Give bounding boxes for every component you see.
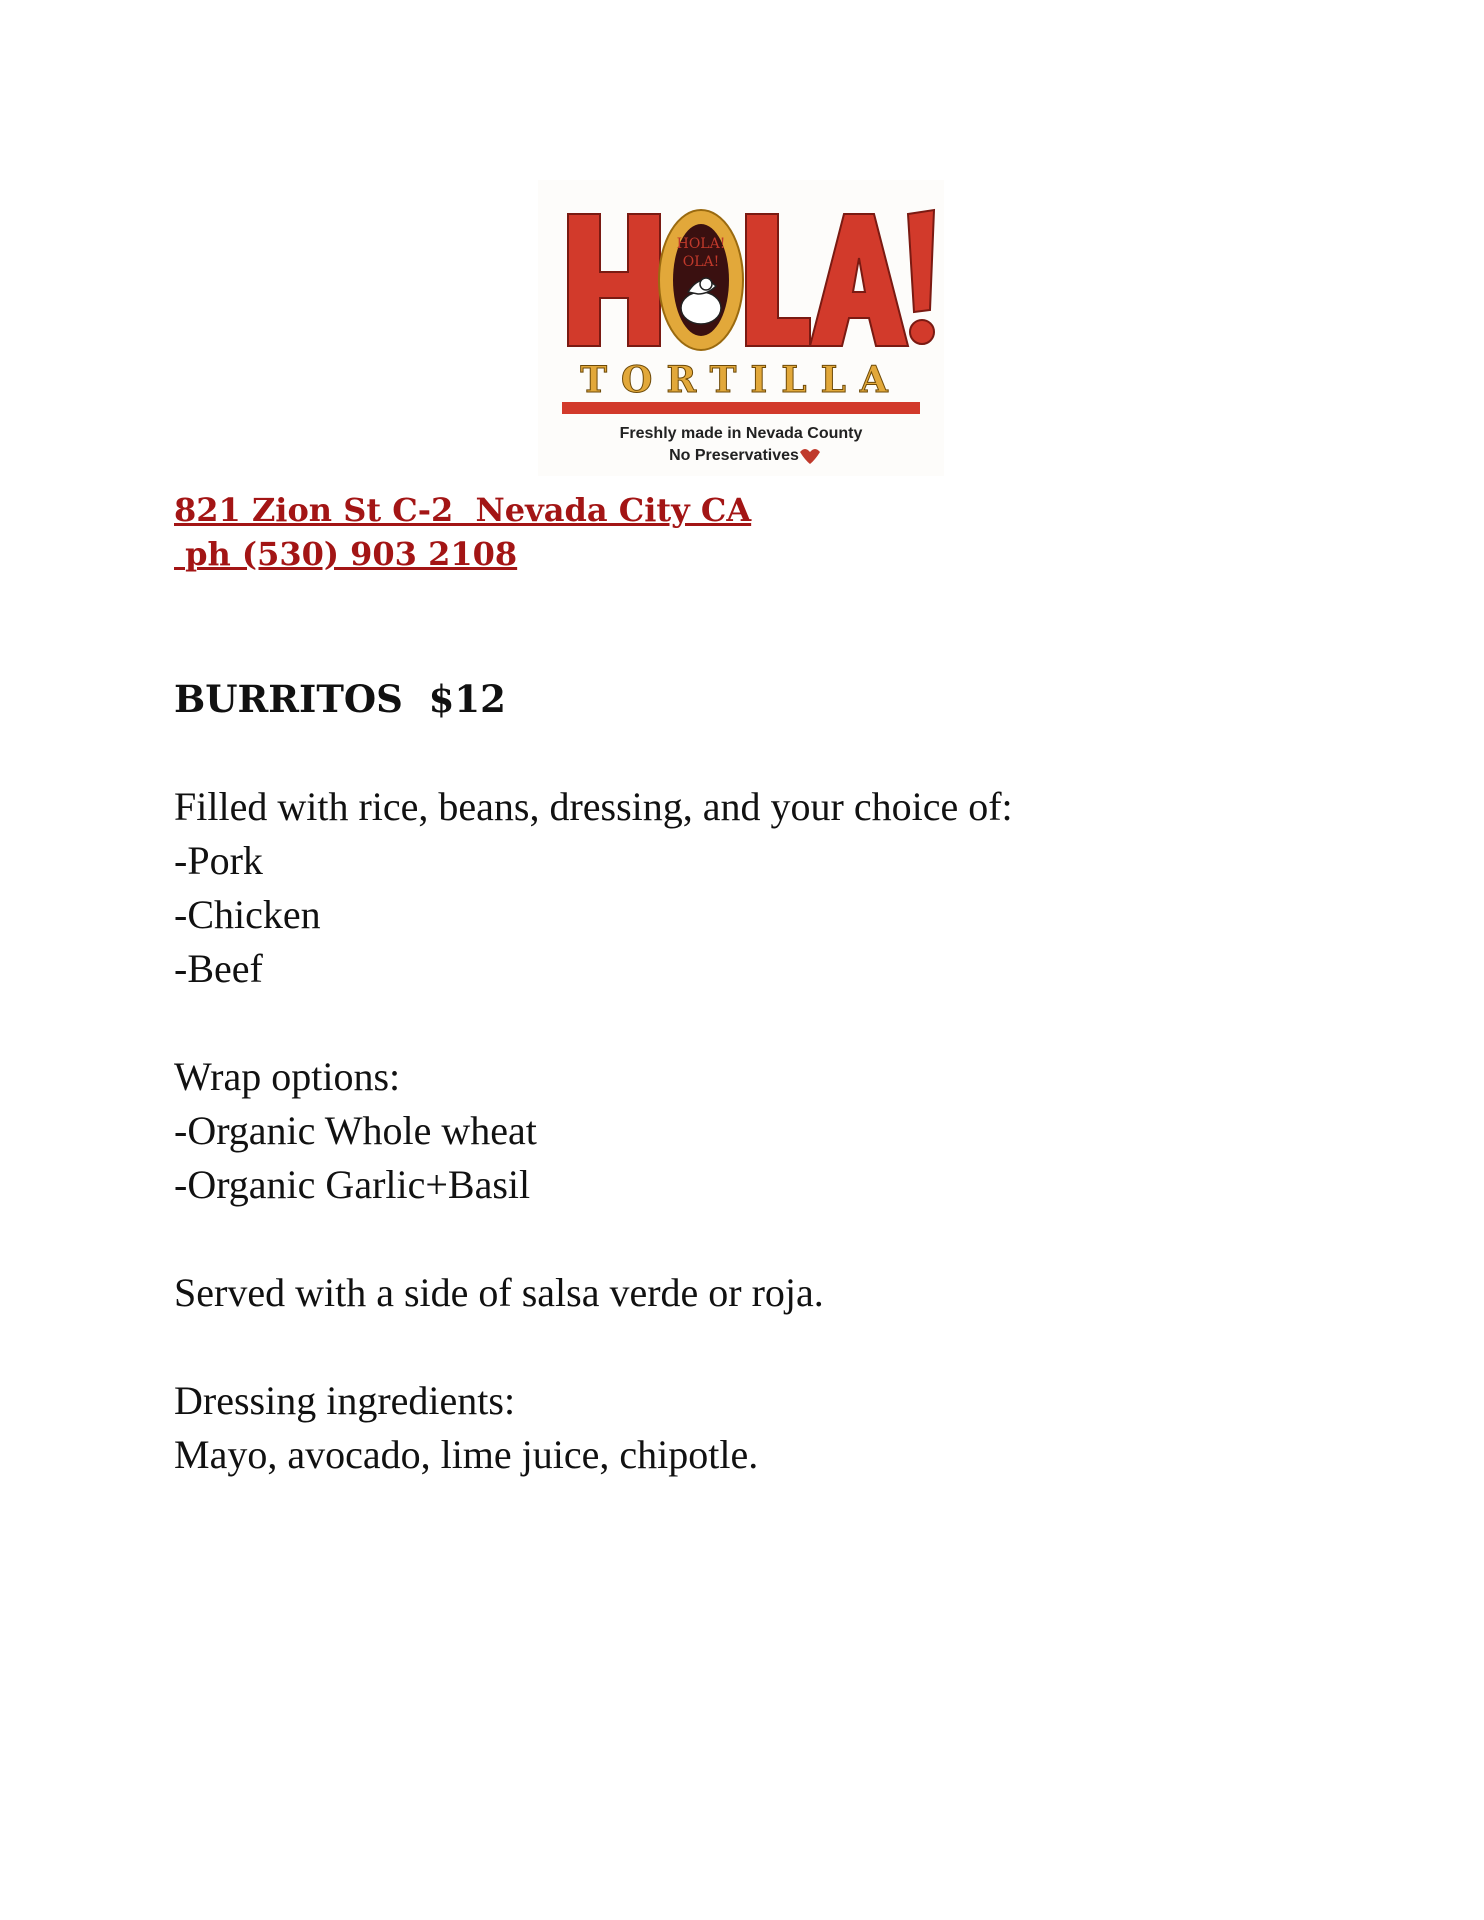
dressing-intro: Dressing ingredients: — [174, 1378, 516, 1423]
phone-link[interactable]: ph (530) 903 2108 — [174, 535, 518, 573]
wrap-item: -Organic Whole wheat — [174, 1108, 537, 1153]
svg-text:Freshly made in Nevada County: Freshly made in Nevada County — [619, 425, 863, 442]
svg-text:No Preservatives: No Preservatives — [669, 447, 799, 464]
fillings-intro: Filled with rice, beans, dressing, and your choice of: — [174, 784, 1013, 829]
filling-item: -Chicken — [174, 892, 321, 937]
wrap-item: -Organic Garlic+Basil — [174, 1162, 531, 1207]
hola-tortilla-logo — [538, 180, 944, 476]
salsa-note: Served with a side of salsa verde or roja. — [174, 1270, 824, 1315]
address-link[interactable]: 821 Zion St C-2 Nevada City CA — [174, 491, 752, 529]
svg-text:TORTILLA: TORTILLA — [580, 359, 902, 401]
filling-item: -Beef — [174, 946, 263, 991]
section-heading: BURRITOS $12 — [174, 677, 506, 721]
contact-block — [174, 488, 751, 576]
wrap-intro: Wrap options: — [174, 1054, 401, 1099]
svg-text:OLA!: OLA! — [682, 254, 720, 270]
svg-text:HOLA!: HOLA! — [676, 236, 726, 252]
dressing-list: Mayo, avocado, lime juice, chipotle. — [174, 1432, 759, 1477]
filling-item: -Pork — [174, 838, 263, 883]
burritos-section — [174, 672, 1374, 1482]
